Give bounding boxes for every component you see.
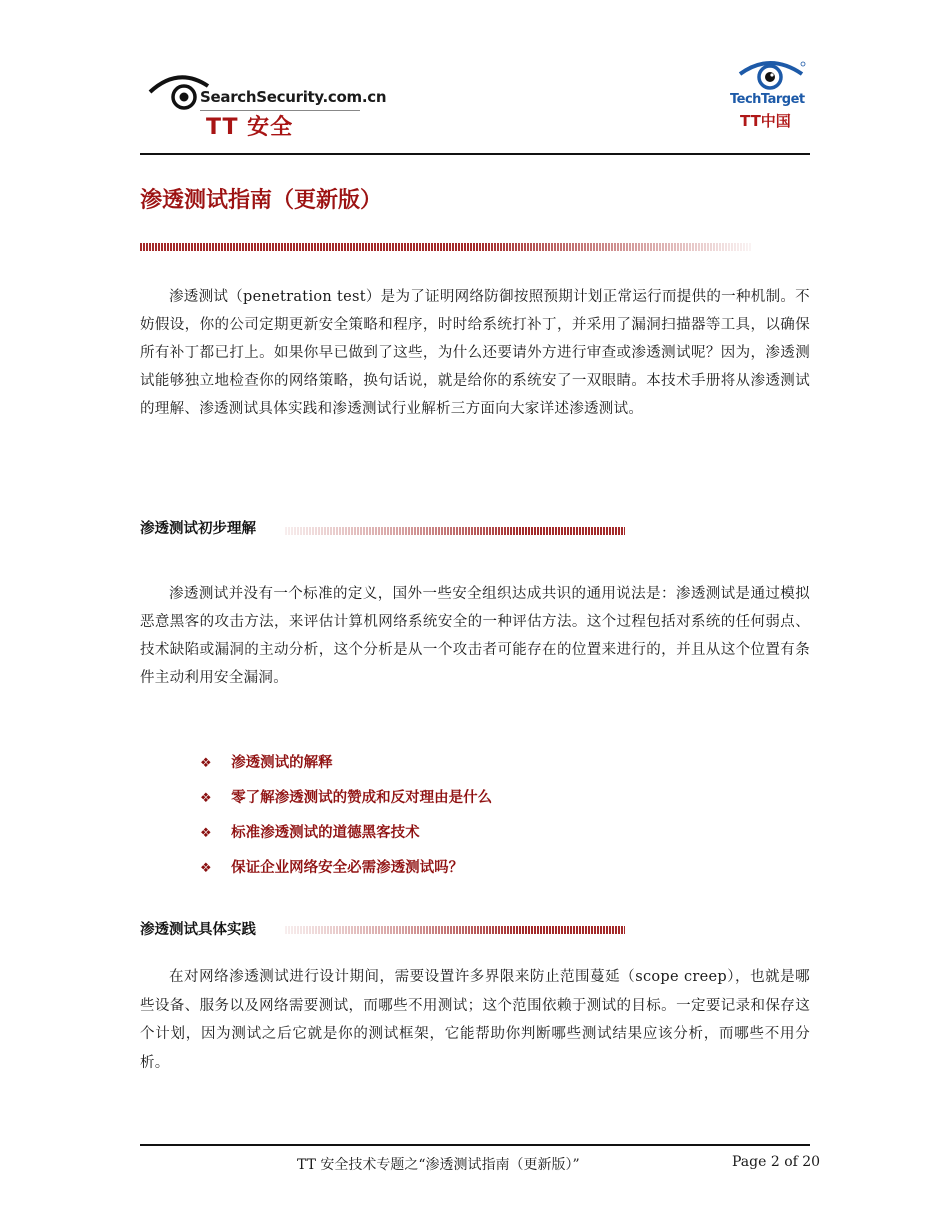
diamond-bullet-icon: ❖	[200, 756, 212, 771]
section-heading-understanding: 渗透测试初步理解	[140, 521, 256, 537]
list-item	[200, 784, 492, 819]
header-divider	[140, 153, 810, 155]
tt-china-label: TT中国	[740, 112, 791, 130]
section-2-paragraph: 在对网络渗透测试进行设计期间，需要设置许多界限来防止范围蔓延（scope creep），也就是哪些设备、服务以及网络需要测试，而哪些不用测试；这个范围依赖于测试的目标。一定要记录和保存这个计划，因为测试之后它就是你的测试框架，它能帮助你判断哪些测试结果应该分析，而哪些不用分析。	[140, 969, 810, 1071]
intro-paragraph: 渗透测试（penetration test）是为了证明网络防御按照预期计划正常运行而提供的一种机制。不妨假设，你的公司定期更新安全策略和程序，时时给系统打补丁，并采用了漏洞扫描器等工具，以确保所有补丁都已打上。如果你早已做到了这些，为什么还要请外方进行审查或渗透测试呢？因为，渗透测试能够独立地检查你的网络策略，换句话说，就是给你的系统安了一双眼睛。本技术手册将从渗透测试的理解、渗透测试具体实践和渗透测试行业解析三方面向大家详述渗透测试。	[140, 289, 810, 417]
footer-title: TT 安全技术专题之“渗透测试指南（更新版）”	[297, 1157, 580, 1173]
list-item	[200, 819, 492, 854]
section-decorative-bar	[285, 527, 625, 535]
page-number: Page 2 of 20	[732, 1154, 821, 1170]
list-item	[200, 854, 492, 889]
section-1-paragraph: 渗透测试并没有一个标准的定义，国外一些安全组织达成共识的通用说法是：渗透测试是通过模拟恶意黑客的攻击方法，来评估计算机网络系统安全的一种评估方法。这个过程包括对系统的任何弱点、技术缺陷或漏洞的主动分析，这个分析是从一个攻击者可能存在的位置来进行的，并且从这个位置有条件主动利用安全漏洞。	[140, 586, 810, 686]
link-pros-and-cons[interactable]: 零了解渗透测试的赞成和反对理由是什么	[231, 790, 493, 806]
diamond-bullet-icon: ❖	[200, 826, 212, 841]
logo-sub-brand: TT 安全	[206, 115, 294, 140]
diamond-bullet-icon: ❖	[200, 861, 212, 876]
searchsecurity-logo	[148, 72, 387, 142]
link-penetration-test-explanation[interactable]: 渗透测试的解释	[231, 755, 333, 771]
link-is-testing-necessary[interactable]: 保证企业网络安全必需渗透测试吗？	[231, 860, 464, 876]
related-links-list	[200, 749, 492, 889]
footer-divider	[140, 1144, 810, 1146]
diamond-bullet-icon: ❖	[200, 791, 212, 806]
document-title: 渗透测试指南（更新版）	[140, 188, 383, 213]
section-decorative-bar	[285, 926, 625, 934]
list-item	[200, 749, 492, 784]
link-ethical-hacking[interactable]: 标准渗透测试的道德黑客技术	[231, 825, 420, 841]
techtarget-logo	[730, 58, 810, 138]
title-decorative-bar	[140, 243, 752, 251]
techtarget-eye-icon	[736, 58, 806, 94]
logo-site-name: SearchSecurity.com.cn	[200, 88, 387, 106]
section-heading-practice: 渗透测试具体实践	[140, 922, 256, 938]
techtarget-brand: TechTarget	[730, 92, 805, 107]
